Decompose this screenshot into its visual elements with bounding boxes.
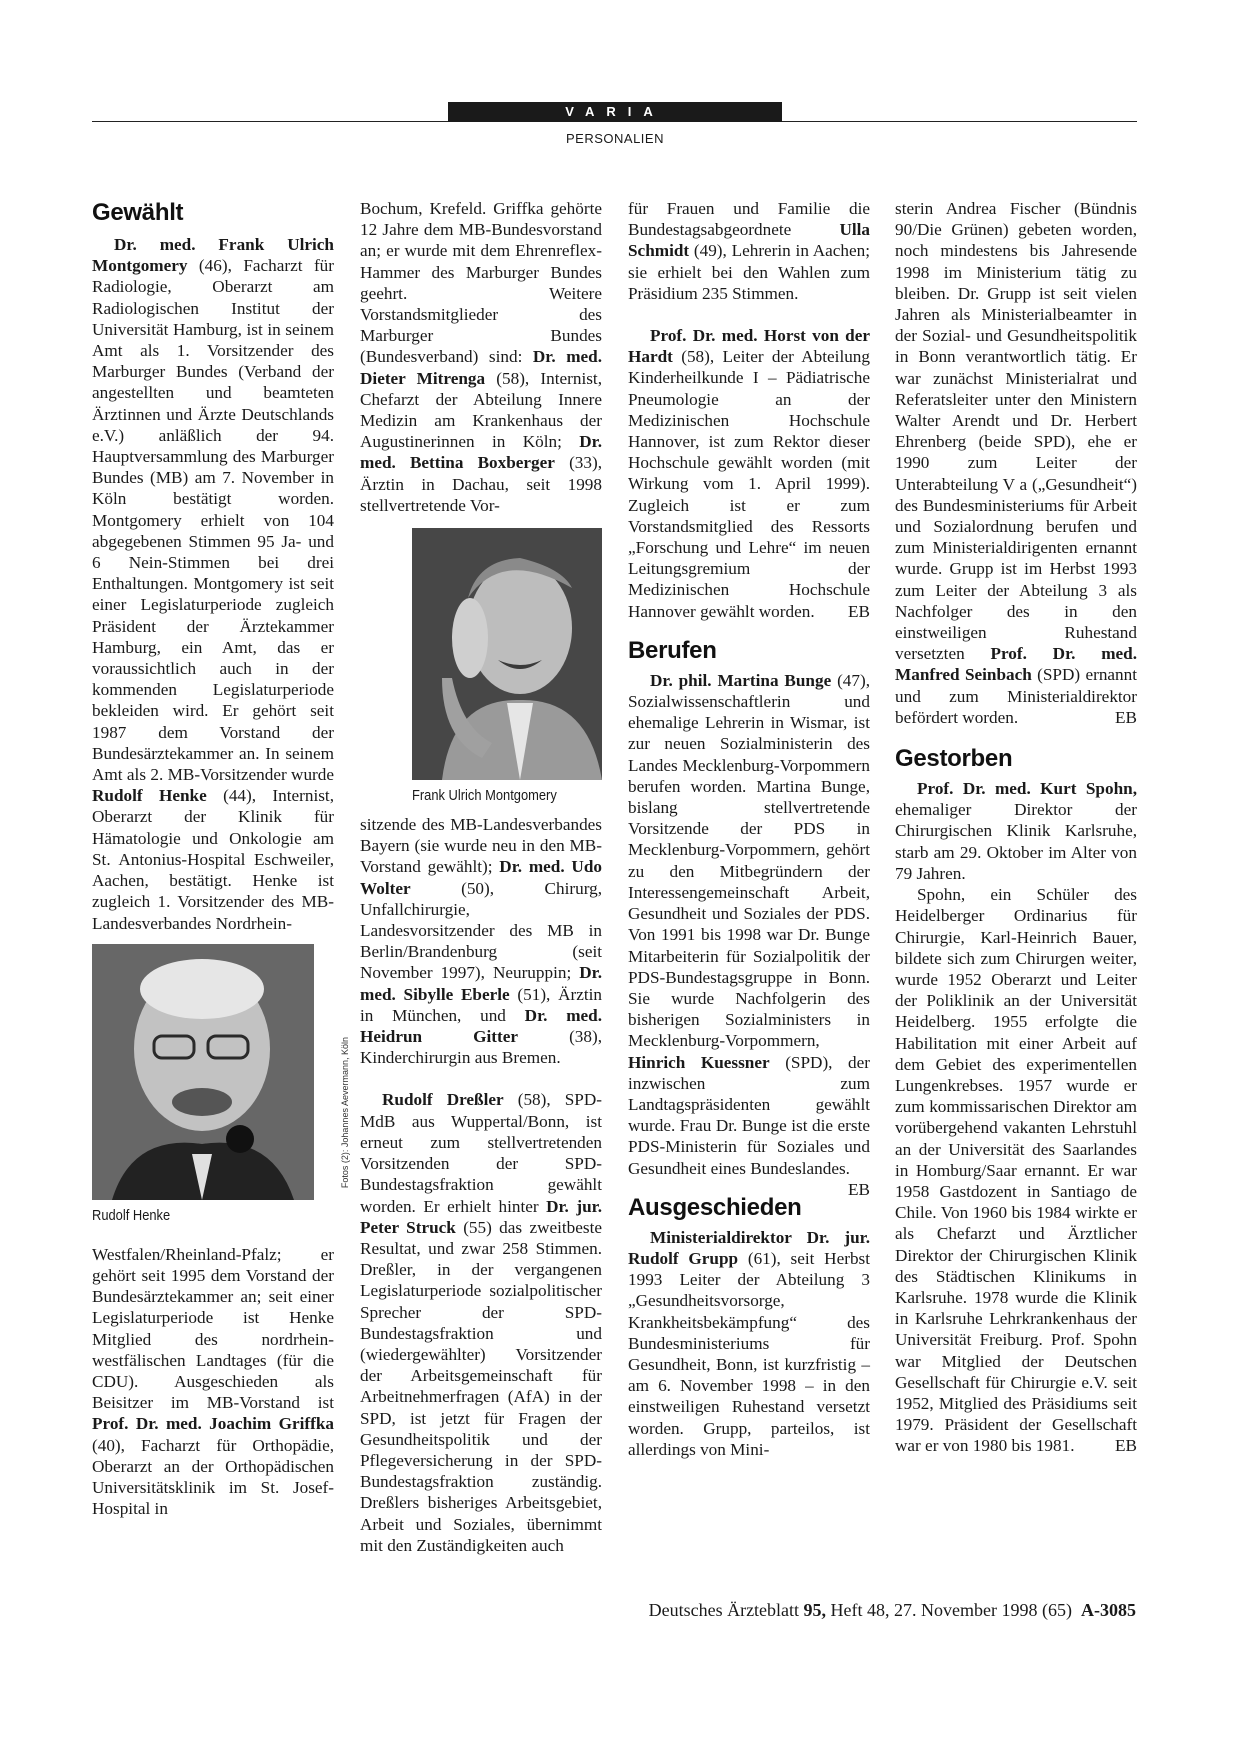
article-griffka-cont: Bochum, Krefeld. Griffka gehörte 12 Jahre dem MB-Bundesvorstand an; er wurde mit dem Ehrenreflex-Hammer des Marburger Bundes geehrt. Weitere Vorstandsmitglieder des Marburger Bundes (Bundesverband) sind: Dr. med. Dieter Mitrenga (58), Internist, Chefarzt der Abteilung Innere Medizin am Krankenhaus der Augustinerinnen in Köln; Dr. med. Bettina Boxberger (33), Ärztin in Dachau, seit 1998 stellvertretende Vor-: [360, 199, 602, 515]
photo-caption-henke: Rudolf Henke: [92, 1206, 171, 1224]
name-bunge: Dr. phil. Martina Bunge: [650, 670, 832, 690]
column-2: [360, 198, 602, 1556]
article-dressler: Rudolf Dreßler (58), SPD-MdB aus Wuppertal/Bonn, ist erneut zum stellvertretenden Vorsitzenden der SPD-Bundestagsfraktion gewählt worden. Er erhielt hinter Dr. jur. Peter Struck (55) das zweitbeste Resultat, und zwar 258 Stimmen. Dreßler, in der vergangenen Legislaturperiode sozialpolitischer Sprecher der SPD-Bundestagsfraktion und (wiedergewählter) Vorsitzender der Arbeitsgemeinschaft für Arbeitnehmerfragen (AfA) in der SPD, ist jetzt für Fragen der Gesundheitspolitik und der Pflegeversicherung in der SPD-Bundestagsfraktion zuständig. Dreßlers bisheriges Arbeitsgebiet, Arbeit und Soziales, übernimmt mit den Zuständigkeiten auch: [360, 1090, 602, 1555]
article-henke-cont: Westfalen/Rheinland-Pfalz; er gehört seit 1995 dem Vorstand der Bundesärztekammer an; seit einer Legislaturperiode ist Henke Mitglied des nordrhein-westfälischen Landtages (für die CDU). Ausgeschieden als Beisitzer im MB-Vorstand ist Prof. Dr. med. Joachim Griffka (40), Facharzt für Orthopädie, Oberarzt an der Orthopädischen Universitätsklinik im St. Josef-Hospital in: [92, 1244, 334, 1519]
article-bunge: Dr. phil. Martina Bunge (47), Sozialwissenschaftlerin und ehemalige Lehrerin in Wismar, ist zur neuen Sozialministerin des Landes Mecklenburg-Vorpommern berufen worden. Martina Bunge, bislang stellvertretende Vorsitzende der PDS in Mecklenburg-Vorpommern, gehört zu den Mitbegründern der Interessengemeinschaft Arbeit, Gesundheit und Soziales der PDS. Von 1991 bis 1998 war Dr. Bunge Mitarbeiterin für Sozialpolitik der PDS-Bundestagsgruppe in Bonn. Sie wurde Nachfolgerin des bisherigen Sozialministers in Mecklenburg-Vorpommern, Hinrich Kuessner (SPD), der inzwischen zum Landtagspräsidenten gewählt wurde. Frau Dr. Bunge ist die erste PDS-Ministerin für Soziales und Gesundheit eines Bundeslandes. EB: [628, 670, 870, 1199]
article-spohn-bio: Spohn, ein Schüler des Heidelberger Ordinarius für Chirurgie, Karl-Heinrich Bauer, bildete sich zum Chirurgen weiter, wurde 1952 Oberarzt und Leiter der Poliklinik an der Universität Heidelberg. 1955 erfolgte die Habilitation mit einer Arbeit auf dem Gebiet des experimentellen Lungenkrebses. 1957 wurde er zum kommissarischen Direktor am vorübergehend vakanten Lehrstuhl an der Universität des Saarlandes in Homburg/Saar ernannt. Er war 1958 Gastdozent in Santiago de Chile. Von 1960 bis 1984 wirkte er als Chefarzt und Ärztlicher Direktor der Chirurgischen Klinik des Städtischen Klinikums in Karlsruhe. 1978 wurde die Klinik in Karlsruhe Lehrkrankenhaus der Universität Freiburg. Prof. Spohn war Mitglied der Deutschen Gesellschaft für Chirurgie e.V. seit 1952, Mitglied des Präsidiums seit 1979. Präsident der Gesellschaft war er von 1980 bis 1981. EB: [895, 885, 1137, 1456]
name-henke: Rudolf Henke: [92, 786, 207, 806]
name-eberle: Dr. med. Sibylle Eberle: [360, 963, 602, 1004]
name-seinbach: Prof. Dr. med. Manfred Seinbach: [895, 644, 1137, 685]
heading-gestorben: Gestorben: [895, 745, 1013, 773]
signature-eb: EB: [1115, 1436, 1137, 1456]
name-grupp: Ministerialdirektor Dr. jur. Rudolf Grupp: [628, 1227, 870, 1268]
article-mb-vorstand: sitzende des MB-Landesverbandes Bayern (sie wurde neu in den MB-Vorstand gewählt); Dr. med. Udo Wolter (50), Chirurg, Unfallchirurgie, Landesvorsitzender des MB in Berlin/Brandenburg (seit November 1997), Neuruppin; Dr. med. Sibylle Eberle (51), Ärztin in München, und Dr. med. Heidrun Gitter (38), Kinderchirurgin aus Bremen.: [360, 815, 602, 1068]
name-kuessner: Hinrich Kuessner: [628, 1052, 770, 1072]
photo-henke: [92, 944, 350, 1200]
signature-eb: EB: [848, 1179, 870, 1199]
section-label: VARIA: [448, 102, 782, 122]
heading-ausgeschieden: Ausgeschieden: [628, 1193, 802, 1221]
article-von-der-hardt: Prof. Dr. med. Horst von der Hardt (58), Leiter der Abteilung Kinderheilkunde I – Pädiatrische Pneumologie an der Medizinischen Hochschule Hannover, ist zum Rektor dieser Hochschule gewählt worden (mit Wirkung vom 1. April 1999). Zugleich ist er zum Vorstandsmitglied des Ressorts „Forschung und Lehre“ im neuen Leitungsgremium der Medizinischen Hochschule Hannover gewählt worden. EB: [628, 326, 870, 621]
name-struck: Dr. jur. Peter Struck: [360, 1196, 602, 1237]
name-wolter: Dr. med. Udo Wolter: [360, 857, 602, 898]
name-von-der-hardt: Prof. Dr. med. Horst von der Hardt: [628, 326, 870, 367]
heading-gewaehlt: Gewählt: [92, 199, 184, 226]
article-schmidt: für Frauen und Familie die Bundestagsabgeordnete Ulla Schmidt (49), Lehrerin in Aachen; sie erhielt bei den Wahlen zum Präsidium 235 Stimmen.: [628, 199, 870, 303]
issue-info: Heft 48, 27. November 1998 (65): [826, 1600, 1072, 1620]
name-gitter: Dr. med. Heidrun Gitter: [360, 1005, 602, 1047]
portrait-image: [92, 944, 314, 1200]
subsection-label: PERSONALIEN: [566, 131, 664, 146]
page-footer: [649, 1600, 1136, 1621]
article-grupp: Ministerialdirektor Dr. jur. Rudolf Grupp (61), seit Herbst 1993 Leiter der Abteilung 3 „Gesundheitsvorsorge, Krankheitsbekämpfung“ des Bundesministeriums für Gesundheit, Bonn, ist kurzfristig – am 6. November 1998 – in den einstweiligen Ruhestand versetzt worden. Grupp, parteilos, ist allerdings von Mini-: [628, 1227, 871, 1459]
page-number: A-3085: [1081, 1600, 1136, 1620]
name-spohn: Prof. Dr. med. Kurt Spohn,: [917, 779, 1137, 799]
heading-berufen: Berufen: [628, 636, 717, 664]
portrait-image: [412, 528, 602, 780]
article-grupp-cont: sterin Andrea Fischer (Bündnis 90/Die Grünen) gebeten worden, noch mindestens bis Jahresende 1998 im Ministerium tätig zu bleiben. Dr. Grupp ist seit vielen Jahren als Ministerialbeamter in der Sozial- und Gesundheitspolitik in Bonn verantwortlich tätig. Er war zunächst Ministerialrat und Referatsleiter unter den Ministern Walter Arendt und Dr. Herbert Ehrenberg (beide SPD), ehe er 1990 zum Leiter der Unterabteilung V a („Gesundheit“) des Bundesministeriums für Arbeit und Sozialordnung berufen und zum Ministerialdirigenten ernannt wurde. Grupp ist im Herbst 1993 zum Leiter der Abteilung 3 als Nachfolger des in den einstweiligen Ruhestand versetzten Prof. Dr. med. Manfred Seinbach (SPD) ernannt und zum Ministerialdirektor befördert worden. EB: [895, 199, 1138, 727]
photo-caption-montgomery: Frank Ulrich Montgomery: [412, 787, 557, 805]
signature-eb: EB: [1115, 707, 1137, 727]
journal-name: Deutsches Ärzteblatt: [648, 1600, 804, 1620]
volume-number: 95,: [803, 1600, 827, 1620]
signature-eb: EB: [848, 601, 870, 621]
name-dressler: Rudolf Dreßler: [382, 1090, 504, 1110]
column-4: [895, 198, 1137, 1457]
name-schmidt: Ulla Schmidt: [628, 220, 870, 261]
column-3: [628, 198, 870, 1460]
article-montgomery: Dr. med. Frank Ulrich Montgomery (46), Facharzt für Radiologie, Oberarzt am Radiologischen Institut der Universität Hamburg, ist in seinem Amt als 1. Vorsitzender des Marburger Bundes (Verband der angestellten und beamteten Ärztinnen und Ärzte Deutschlands e.V.) anläßlich der 94. Hauptversammlung des Marburger Bundes (MB) am 7. November in Köln bestätigt worden. Montgomery erhielt von 104 abgegebenen Stimmen 95 Ja- und 6 Nein-Stimmen bei drei Enthaltungen. Montgomery ist seit einer Legislaturperiode zugleich Präsident der Ärztekammer Hamburg, ein Amt, das er voraussichtlich auch in der kommenden Legislaturperiode bekleiden wird. Er gehört seit 1987 dem Vorstand der Bundesärztekammer an. In seinem Amt als 2. MB-Vorsitzender wurde Rudolf Henke (44), Internist, Oberarzt der Klinik für Hämatologie und Onkologie am St. Antonius-Hospital Eschweiler, Aachen, bestätigt. Henke ist zugleich 1. Vorsitzender des MB-Landesverbandes Nordrhein-: [92, 235, 334, 933]
name-mitrenga: Dr. med. Dieter Mitrenga: [360, 347, 602, 388]
name-montgomery: Dr. med. Frank Ulrich Montgomery: [92, 235, 334, 276]
photo-credit: Fotos (2): Johannes Aevermann, Köln: [340, 1036, 350, 1188]
article-spohn: Prof. Dr. med. Kurt Spohn, ehemaliger Direktor der Chirurgischen Klinik Karlsruhe, starb am 29. Oktober im Alter von 79 Jahren.: [895, 779, 1137, 883]
photo-montgomery: [412, 528, 602, 780]
name-boxberger: Dr. med. Bettina Boxberger: [360, 432, 602, 473]
name-griffka: Prof. Dr. med. Joachim Griffka: [92, 1414, 334, 1434]
column-1: [92, 198, 350, 1519]
